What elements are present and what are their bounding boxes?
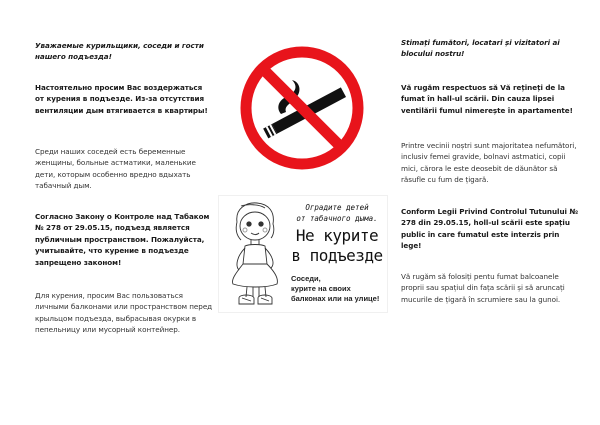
poster-footer-3: балконах или на улице!: [291, 294, 380, 303]
poster-subtitle-2: от табачного дыма.: [296, 214, 378, 223]
poster-headline-2: в подъезде: [291, 246, 383, 265]
girl-illustration-icon: [225, 200, 287, 310]
request-ro: Vă rugăm respectuos să Vă rețineți de la fumat în hall-ul scării. Din cauza lipsei ventilării fumul nimerește în apartamente!: [401, 83, 573, 115]
no-smoking-poster: [218, 195, 388, 313]
request-ru: Настоятельно просим Вас воздержаться от курения в подъезде. Из-за отсутствия вентиляции дым втягивается в квартиры!: [35, 83, 208, 115]
poster-footer-2: курите на своих: [291, 284, 351, 293]
greeting-ru: Уважаемые курильщики, соседи и гости нашего подъезда!: [35, 41, 204, 62]
no-smoking-icon: [218, 36, 386, 181]
poster-footer-1: Соседи,: [291, 274, 321, 283]
law-ro: Conform Legii Privind Controlul Tutunului № 278 din 29.05.15, holl-ul scării este spațiu public în care fumatul este interzis prin lege!: [401, 207, 579, 251]
neighbors-ru: Среди наших соседей есть беременные женщины, больные астматики, маленькие дети, которым особенно вредно вдыхать табачный дым.: [35, 147, 196, 191]
poster-headline-1: Не курите: [295, 226, 379, 245]
no-smoking-sign: [218, 36, 386, 181]
neighbors-ro: Printre vecinii noștri sunt majoritatea nefumători, inclusiv femei gravide, bolnavi astmatici, copii mici, cărora le este deosebit de dăunător să răsufle cu fum de țigară.: [401, 141, 577, 185]
suggestion-ro: Vă rugăm să folosiți pentu fumat balcoanele proprii sau spațiul din fața scării și să aruncați mucurile de țigară în scrumiere sau la gunoi.: [401, 272, 565, 304]
greeting-ro: Stimați fumători, locatari și vizitatori ai blocului nostru!: [401, 38, 560, 59]
suggestion-ru: Для курения, просим Вас пользоваться личными балконами или пространством перед крыльцом подъезда, выбрасывая окурки в пепельницу или мусорный контейнер.: [35, 291, 213, 335]
poster-subtitle-1: Оградите детей: [305, 203, 369, 212]
law-ru: Согласно Закону о Контроле над Табаком № 278 от 29.05.15, подъезд является публичным пространством. Пожалуйста, учитывайте, что курение в подъезде запрещено законом!: [35, 212, 210, 267]
